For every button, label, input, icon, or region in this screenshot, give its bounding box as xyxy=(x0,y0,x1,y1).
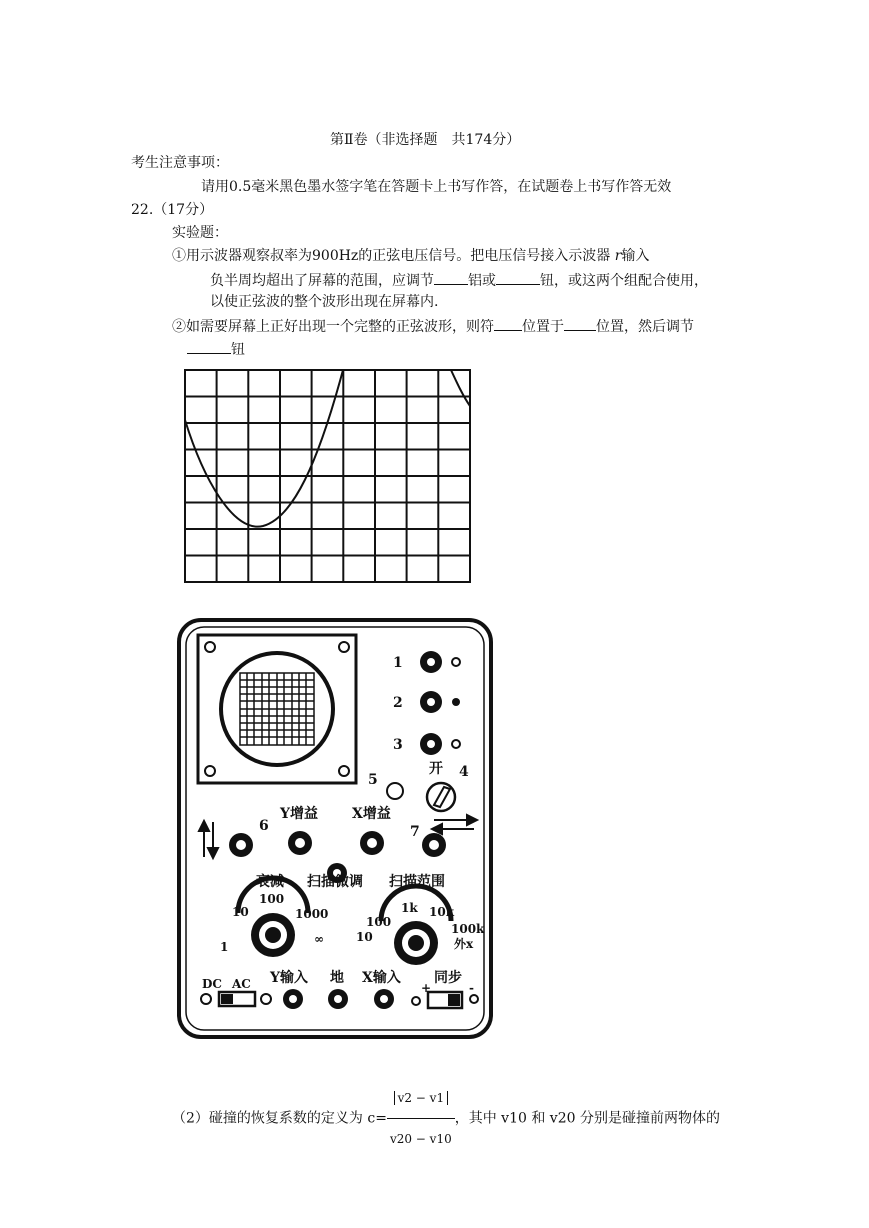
q1-line2-c: 钮，或这两个组配合使用， xyxy=(540,273,708,289)
sine-waveform-right xyxy=(451,370,470,406)
label-y-gain: Y增益 xyxy=(280,806,318,822)
label-knob-1: 1 xyxy=(393,655,403,671)
q1-input-word: 输入 xyxy=(621,248,650,264)
collision-prefix: （2）碰撞的恢复系数的定义为 c= xyxy=(172,1110,387,1127)
label-sweep-10k: 10k xyxy=(429,905,455,919)
label-dc: DC xyxy=(202,977,222,991)
label-x-input: X输入 xyxy=(362,970,401,986)
label-knob-3: 3 xyxy=(393,737,403,753)
label-sweep-100: 100 xyxy=(366,915,392,929)
q2-line2 xyxy=(187,339,245,359)
label-knob-2: 2 xyxy=(393,695,403,711)
label-att-10: 10 xyxy=(232,905,249,919)
q1-line2 xyxy=(210,270,708,290)
collision-suffix: ，其中 v10 和 v20 分别是碰撞前两物体的 xyxy=(454,1110,720,1127)
q1-line1 xyxy=(172,247,649,265)
label-x-gain: X增益 xyxy=(352,806,391,822)
notice-text: 请用0.5毫米黑色墨水签字笔在答题卡上书写作答，在试题卷上书写作答无效 xyxy=(201,179,672,195)
answer-blank-3[interactable] xyxy=(494,316,522,331)
q2-line1-b: 位置于 xyxy=(522,319,564,335)
fraction-denominator: v20 − v10 xyxy=(389,1132,452,1146)
screen-grid xyxy=(185,370,470,582)
q1-line2-b: 铝或 xyxy=(468,273,496,289)
label-minus: - xyxy=(469,981,474,995)
subsection-label: 实验题： xyxy=(172,225,228,241)
label-sweep-fine: 扫描微调 xyxy=(307,874,363,890)
answer-blank-2[interactable] xyxy=(496,270,540,285)
label-sweep-100k: 100k xyxy=(451,922,485,936)
q2-line1-c: 位置，然后调节 xyxy=(596,319,694,335)
q1-line2-a: 负半周均超出了屏幕的范围，应调节 xyxy=(210,273,434,289)
section-title: 第Ⅱ卷（非选择题 共174分） xyxy=(330,132,521,148)
label-power-switch: 开 xyxy=(429,761,443,777)
oscilloscope-panel xyxy=(176,617,494,1040)
collision-question xyxy=(172,1078,720,1159)
restitution-fraction xyxy=(387,1078,455,1159)
label-attenuation: 衰减 xyxy=(256,874,284,890)
label-ground: 地 xyxy=(330,970,344,986)
label-ac: AC xyxy=(232,977,251,991)
q1-input-letter: r xyxy=(614,248,622,264)
label-knob-5: 5 xyxy=(368,772,378,788)
answer-blank-1[interactable] xyxy=(434,270,468,285)
waveform-screen-figure xyxy=(183,368,473,586)
label-plus: + xyxy=(421,981,432,995)
label-att-100: 100 xyxy=(259,892,285,906)
q1-line3: 以使正弦波的整个波形出现在屏幕内. xyxy=(210,294,439,310)
answer-blank-4[interactable] xyxy=(564,316,596,331)
label-sweep-ext: 外x xyxy=(454,937,474,951)
label-knob-4: 4 xyxy=(459,764,469,780)
label-sweep-10: 10 xyxy=(356,930,373,944)
label-att-1000: 1000 xyxy=(295,907,329,921)
question-number: 22.（17分） xyxy=(131,202,214,218)
label-knob-7: 7 xyxy=(410,824,420,840)
label-att-inf: ∞ xyxy=(314,932,324,946)
label-sync: 同步 xyxy=(434,970,462,986)
notice-heading: 考生注意事项： xyxy=(131,155,229,171)
fraction-numerator: v2 − v1 xyxy=(387,1078,455,1119)
label-att-1: 1 xyxy=(220,940,229,954)
label-knob-6: 6 xyxy=(259,818,269,834)
label-y-input: Y输入 xyxy=(270,970,308,986)
answer-blank-5[interactable] xyxy=(187,339,231,354)
q1-line1-text: ①用示波器观察叔率为900Hz的正弦电压信号。把电压信号接入示波器 xyxy=(172,248,611,264)
label-sweep-range: 扫描范围 xyxy=(389,874,445,890)
q2-line1-a: ②如需要屏幕上正好出现一个完整的正弦波形，则符 xyxy=(172,319,494,335)
q2-line1 xyxy=(172,316,694,336)
label-sweep-1k: 1k xyxy=(401,901,418,915)
q2-line2-text: 钮 xyxy=(231,342,245,358)
